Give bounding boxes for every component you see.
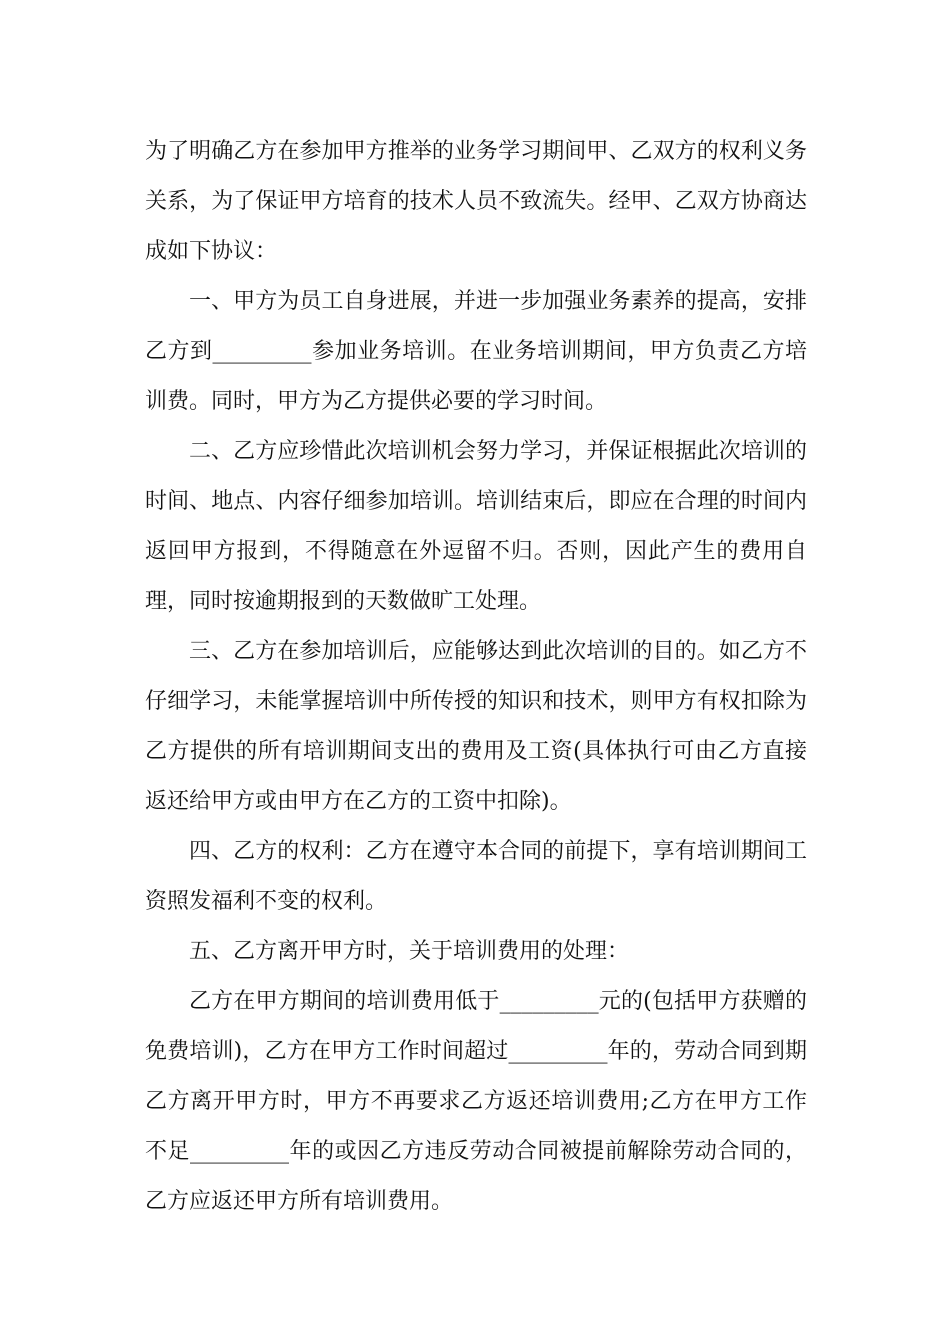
document-body [145,127,807,1227]
clause-5-heading: 五、乙方离开甲方时，关于培训费用的处理： [189,939,630,964]
clause-1-paragraph: 一、甲方为员工自身进展，并进一步加强业务素养的提高，安排乙方到_________参加业务培训。在业务培训期间，甲方负责乙方培训费。同时，甲方为乙方提供必要的学习时间。 [145,289,807,414]
clause-3-paragraph: 三、乙方在参加培训后，应能够达到此次培训的目的。如乙方不仔细学习，未能掌握培训中所传授的知识和技术，则甲方有权扣除为乙方提供的所有培训期间支出的费用及工资(具体执行可由乙方直接返还给甲方或由甲方在乙方的工资中扣除)。 [145,639,807,814]
clause-4-paragraph: 四、乙方的权利：乙方在遵守本合同的前提下，享有培训期间工资照发福利不变的权利。 [145,839,807,914]
intro-paragraph: 为了明确乙方在参加甲方推举的业务学习期间甲、乙双方的权利义务关系，为了保证甲方培育的技术人员不致流失。经甲、乙双方协商达成如下协议： [145,139,807,264]
clause-2-paragraph: 二、乙方应珍惜此次培训机会努力学习，并保证根据此次培训的时间、地点、内容仔细参加培训。培训结束后，即应在合理的时间内返回甲方报到，不得随意在外逗留不归。否则，因此产生的费用自理，同时按逾期报到的天数做旷工处理。 [145,439,807,614]
clause-5-detail-paragraph: 乙方在甲方期间的培训费用低于_________元的(包括甲方获赠的免费培训)，乙方在甲方工作时间超过_________年的，劳动合同到期乙方离开甲方时，甲方不再要求乙方返还培训费用;乙方在甲方工作不足_________年的或因乙方违反劳动合同被提前解除劳动合同的，乙方应返还甲方所有培训费用。 [145,989,807,1214]
